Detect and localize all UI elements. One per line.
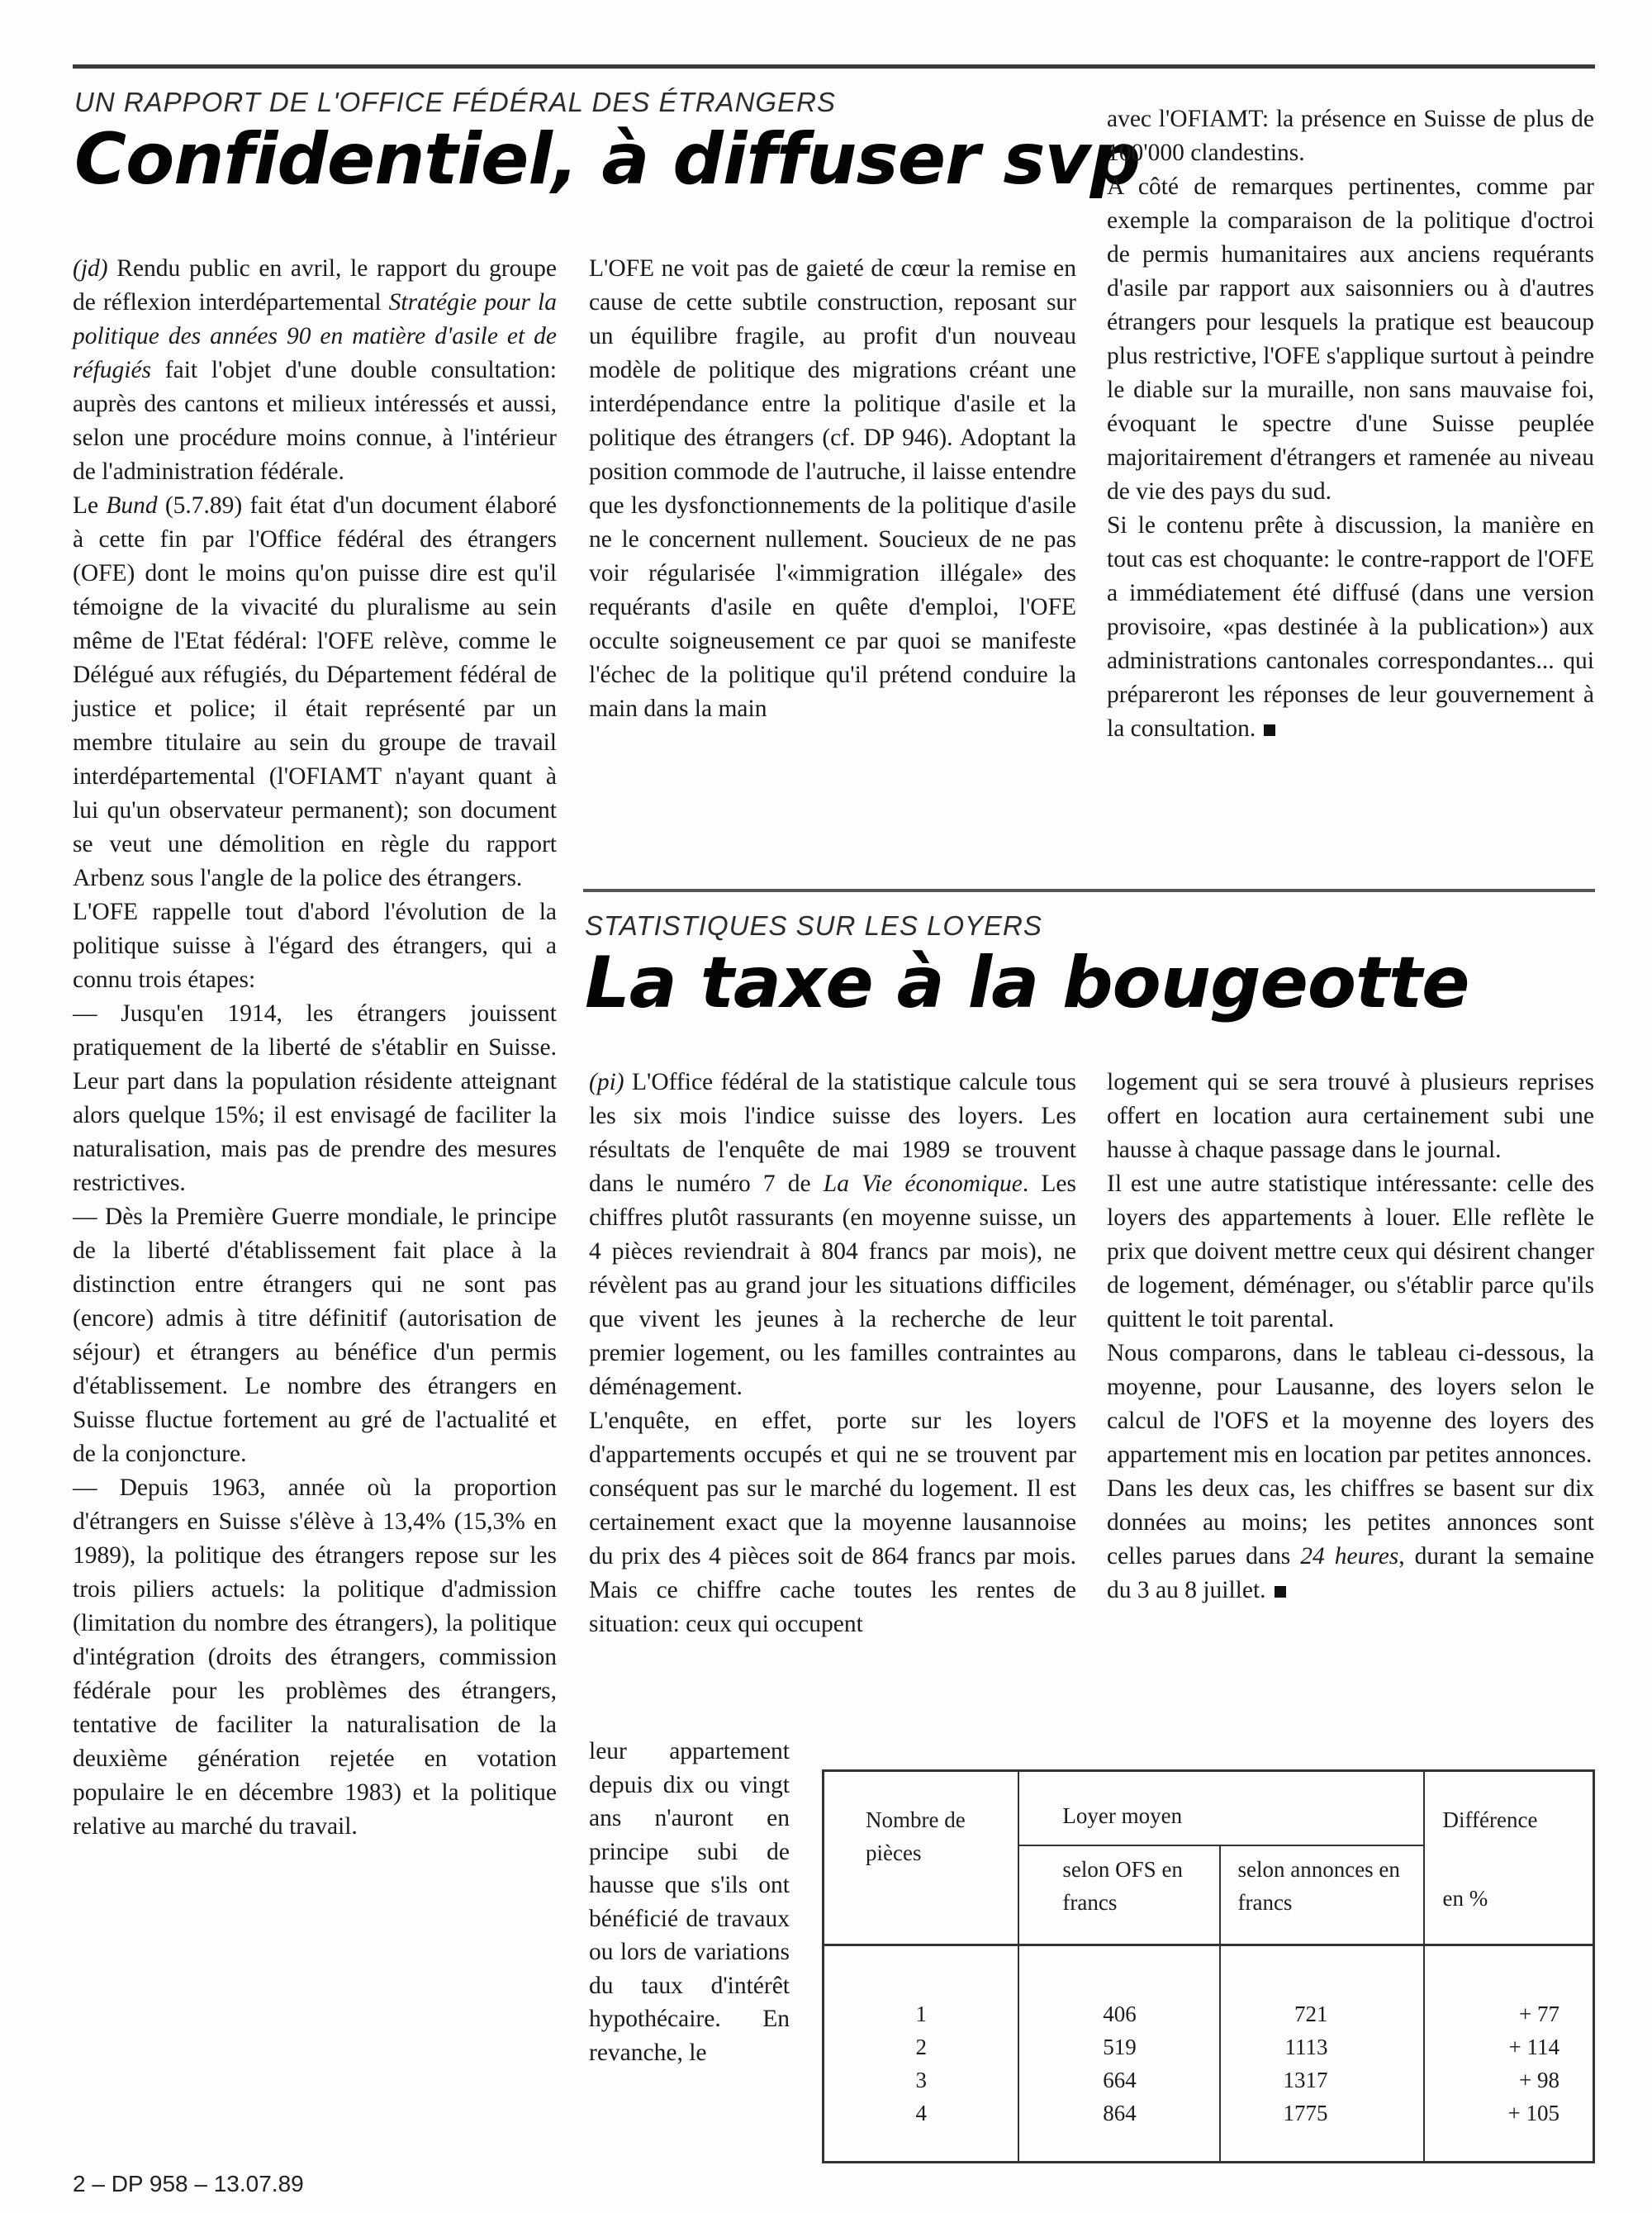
cell-ofs-rent: 406: [1103, 2002, 1137, 2026]
newspaper-title: Bund: [106, 492, 158, 519]
paragraph: (jd) Rendu public en avril, le rapport du groupe de réflexion interdépartemental Stratégie pour la politique des années 90 en matière d'asile et de réfugiés fait l'objet d'une double consultation: auprès des cantons et milieux intéressés et aussi, selon une procédure moins connue, à l'intérieur de l'administration fédérale.: [73, 255, 557, 485]
article1-column-3: [1107, 102, 1594, 746]
cell-ads-rent: 1113: [1284, 2035, 1328, 2059]
paragraph: Dans les deux cas, les chiffres se basent sur dix données au moins; les petites annonces sont celles parues dans 24 heures, durant la semaine du 3 au 8 juillet.: [1107, 1475, 1594, 1603]
cell-ofs-rent: 664: [1103, 2068, 1137, 2092]
article1-headline: Confidentiel, à diffuser svp: [74, 118, 1141, 201]
header-rent-group: Loyer moyen: [1018, 1771, 1423, 1846]
header-difference: Différence en %: [1424, 1771, 1594, 1945]
article1-column-2: [589, 252, 1076, 726]
cell-ads-rent: 1317: [1283, 2068, 1328, 2092]
paragraph: leur appartement depuis dix ou vingt ans n'auront en principe subi de hausse que s'ils ont bénéficié de travaux ou lors de variations du taux d'intérêt hypothécaire. En revanche, le: [589, 1738, 790, 2066]
cell-difference: + 77: [1519, 2002, 1559, 2026]
paragraph: A côté de remarques pertinentes, comme par exemple la comparaison de la politique d'octroi de permis humanitaires aux anciens requérants d'asile par rapport aux saisonniers ou à d'autres étrangers pour lesquels la pratique est beaucoup plus restrictive, l'OFE s'applique surtout à peindre le diable sur la muraille, non sans mauvaise foi, évoquant le spectre d'une Suisse peuplée majoritairement d'étrangers et ramenée au niveau de vie des pays du sud.: [1107, 173, 1594, 505]
cell-rooms: 1: [915, 2002, 927, 2026]
header-rooms: Nombre de pièces: [824, 1771, 1019, 1945]
cell-difference: + 105: [1507, 2101, 1559, 2125]
header-ofs: selon OFS en francs: [1018, 1845, 1220, 1945]
author-initials: (jd): [73, 255, 108, 282]
article2-column-2: [1107, 1066, 1594, 1608]
article2-column-1: [589, 1066, 1076, 1641]
paragraph: L'OFE ne voit pas de gaieté de cœur la remise en cause de cette subtile construction, reposant sur un équilibre fragile, au profit d'un nouveau modèle de politique des migrations créant une interdépendance entre la politique d'asile et la politique des étrangers (cf. DP 946). Adoptant la position commode de l'autruche, il laisse entendre que les dysfonctionnements de la politique d'asile ne le concernent nullement. Soucieux de ne pas voir régularisée l'«immigration illégale» des requérants d'asile en quête d'emploi, l'OFE occulte soigneusement ce par quoi se manifeste l'échec de la politique qu'il prétend conduire la main dans la main: [589, 255, 1076, 722]
paragraph: Le Bund (5.7.89) fait état d'un document élaboré à cette fin par l'Office fédéral des étrangers (OFE) dont le moins qu'on puisse dire est qu'il témoigne de la vivacité du pluralisme au sein même de l'Etat fédéral: l'OFE relève, comme le Délégué aux réfugiés, du Département fédéral de justice et police; il était représenté par un membre titulaire au sein du groupe de travail interdépartemental (l'OFIAMT n'ayant quant à lui qu'un observateur permanent); son document se veut une démolition en règle du rapport Arbenz sous l'angle de la police des étrangers.: [73, 492, 557, 891]
paragraph: avec l'OFIAMT: la présence en Suisse de plus de 100'000 clandestins.: [1107, 106, 1594, 166]
cell-ofs-rent: 864: [1103, 2101, 1137, 2125]
paragraph: Si le contenu prête à discussion, la manière en tout cas est choquante: le contre-rapport de l'OFE a immédiatement été diffusé (dans une version provisoire, «pas destinée à la publication») aux administrations cantonales correspondantes... qui prépareront les réponses de leur gouvernement à la consultation.: [1107, 512, 1594, 742]
table-header-row: [824, 1771, 1594, 1846]
paragraph: — Dès la Première Guerre mondiale, le principe de la liberté d'établissement fait place à la distinction entre étrangers qui ne sont pas (encore) admis à titre définitif (autorisation de séjour) et étrangers au bénéfice d'un permis d'établissement. Le nombre des étrangers en Suisse fluctue fortement au gré de l'actualité et de la conjoncture.: [73, 1204, 557, 1467]
report-title: Stratégie pour la politique des années 90 en matière d'asile et de réfugiés: [73, 289, 557, 383]
paragraph: Il est une autre statistique intéressante: celle des loyers des appartements à louer. Elle reflète le prix que doivent mettre ceux qui désirent changer de logement, déménager, ou s'établir parce qu'ils quittent le toit parental.: [1107, 1171, 1594, 1332]
cell-ads-rent: 1775: [1283, 2101, 1328, 2125]
cell-difference: + 98: [1519, 2068, 1559, 2092]
end-of-article-mark: [1264, 724, 1275, 736]
header-ads: selon annonces en francs: [1220, 1845, 1423, 1945]
paragraph: (pi) L'Office fédéral de la statistique calcule tous les six mois l'indice suisse des loyers. Les résultats de l'enquête de mai 1989 se trouvent dans le numéro 7 de La Vie économique. Les chiffres plutôt rassurants (en moyenne suisse, un 4 pièces reviendrait à 804 francs par mois), ne révèlent pas au grand jour les situations difficiles que vivent les jeunes à la recherche de leur premier logement, ou les familles contraintes au déménagement.: [589, 1069, 1077, 1400]
article1-kicker: UN RAPPORT DE L'OFFICE FÉDÉRAL DES ÉTRANGERS: [74, 87, 836, 117]
paragraph: logement qui se sera trouvé à plusieurs reprises offert en location aura certainement subi une hausse à chaque passage dans le journal.: [1107, 1069, 1594, 1163]
paragraph: — Jusqu'en 1914, les étrangers jouissent pratiquement de la liberté de s'établir en Suisse. Leur part dans la population résidente atteignant alors quelque 15%; il est envisagé de faciliter la naturalisation, mais pas de prendre des mesures restrictives.: [73, 1000, 557, 1196]
cell-ofs-rent: 519: [1103, 2035, 1137, 2059]
article2-rule: [583, 889, 1595, 892]
paragraph: Nous comparons, dans le tableau ci-dessous, la moyenne, pour Lausanne, des loyers selon le calcul de l'OFS et la moyenne des loyers des appartement mis en location par petites annonces.: [1107, 1340, 1594, 1468]
article1-column-1: [73, 252, 557, 1844]
author-initials: (pi): [589, 1069, 624, 1095]
publication-title: La Vie économique: [823, 1171, 1023, 1197]
page-folio: 2 – DP 958 – 13.07.89: [73, 2171, 304, 2196]
rent-comparison-table: [822, 1769, 1595, 2163]
paragraph: L'OFE rappelle tout d'abord l'évolution de la politique suisse à l'égard des étrangers, qui a connu trois étapes:: [73, 899, 557, 993]
top-rule: [73, 64, 1595, 69]
cell-rooms: 2: [915, 2035, 927, 2059]
newspaper-title: 24 heures: [1300, 1543, 1399, 1570]
article2-kicker: STATISTIQUES SUR LES LOYERS: [585, 910, 1042, 941]
article2-column-1-narrow: [589, 1735, 790, 2069]
paragraph: — Depuis 1963, année où la proportion d'étrangers en Suisse s'élève à 13,4% (15,3% en 1989), la politique des étrangers repose sur les trois piliers actuels: la politique d'admission (limitation du nombre des étrangers), la politique d'intégration (droits des étrangers, commission fédérale pour les problèmes des étrangers, tentative de faciliter la naturalisation de la deuxième génération rejetée en votation populaire le en décembre 1983) et la politique relative au marché du travail.: [73, 1475, 557, 1840]
cell-rooms: 3: [915, 2068, 927, 2092]
table-body-row: [824, 1945, 1594, 2163]
cell-difference: + 114: [1508, 2035, 1559, 2059]
end-of-article-mark: [1275, 1586, 1286, 1598]
article2-headline: La taxe à la bougeotte: [585, 942, 1469, 1024]
cell-rooms: 4: [915, 2101, 927, 2125]
paragraph: L'enquête, en effet, porte sur les loyers d'appartements occupés et qui ne se trouvent par conséquent pas sur le marché du logement. Il est certainement exact que la moyenne lausannoise du prix des 4 pièces soit de 864 francs par mois. Mais ce chiffre cache toutes les rentes de situation: ceux qui occupent: [589, 1408, 1076, 1637]
cell-ads-rent: 721: [1294, 2002, 1328, 2026]
